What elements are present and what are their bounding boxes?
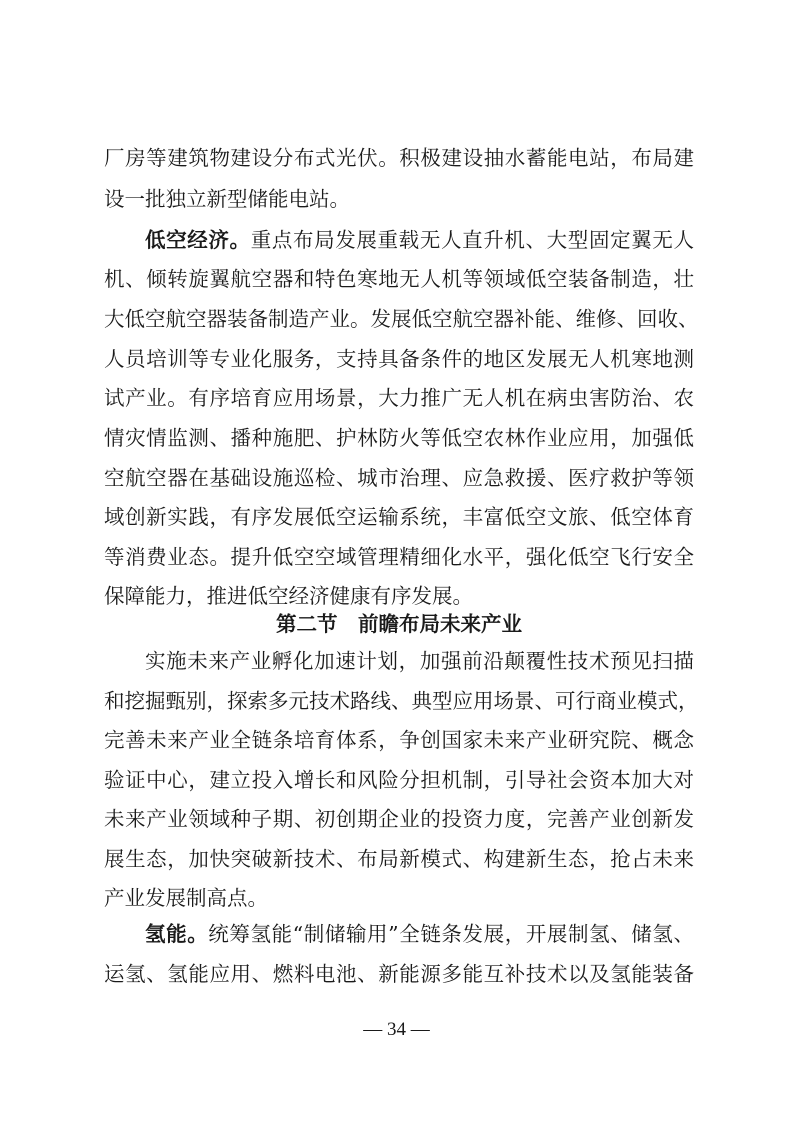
- text-line: 和挖掘甄别，探索多元技术路线、典型应用场景、可行商业模式，: [104, 689, 699, 713]
- paragraph-lead-heading: 氢能。: [145, 922, 209, 946]
- text-line: 设一批独立新型储能电站。: [104, 187, 350, 211]
- paragraph-first-line: 实施未来产业孵化加速计划，加强前沿颠覆性技术预见扫描: [145, 649, 694, 673]
- text-line: 展生态，加快突破新技术、布局新模式、构建新生态，抢占未来: [104, 847, 694, 871]
- text-line: 产业发展制高点。: [104, 886, 268, 910]
- text-span: 统筹氢能“制储输用”全链条发展，开展制氢、储氢、: [208, 922, 694, 946]
- text-line: 运氢、氢能应用、燃料电池、新能源多能互补技术以及氢能装备: [104, 962, 694, 986]
- text-line: 试产业。有序培育应用场景，大力推广无人机在病虫害防治、农: [104, 386, 694, 410]
- page-number: — 34 —: [363, 1019, 430, 1040]
- text-line: 等消费业态。提升低空空域管理精细化水平，强化低空飞行安全: [104, 545, 694, 569]
- text-line: 空航空器在基础设施巡检、城市治理、应急救援、医疗救护等领: [104, 466, 694, 490]
- text-line: 验证中心，建立投入增长和风险分担机制，引导社会资本加大对: [104, 768, 694, 792]
- text-line: 人员培训等专业化服务，支持具备条件的地区发展无人机寒地测: [104, 347, 694, 371]
- text-line: 大低空航空器装备制造产业。发展低空航空器补能、维修、回收、: [104, 307, 699, 331]
- paragraph-first-line: [145, 914, 694, 954]
- text-span: 重点布局发展重载无人直升机、大型固定翼无人: [250, 228, 695, 252]
- paragraph-lead-heading: 低空经济。: [145, 228, 251, 252]
- text-line: 域创新实践，有序发展低空运输系统，丰富低空文旅、低空体育: [104, 505, 694, 529]
- text-line: 未来产业领域种子期、初创期企业的投资力度，完善产业创新发: [104, 807, 694, 831]
- paragraph-first-line: [145, 220, 694, 260]
- text-line: 保障能力，推进低空经济健康有序发展。: [104, 584, 473, 608]
- text-line: 完善未来产业全链条培育体系，争创国家未来产业研究院、概念: [104, 728, 694, 752]
- section-heading: 第二节 前瞻布局未来产业: [276, 612, 522, 636]
- text-line: 机、倾转旋翼航空器和特色寒地无人机等领域低空装备制造，壮: [104, 267, 694, 291]
- text-line: 情灾情监测、播种施肥、护林防火等低空农林作业应用，加强低: [104, 426, 694, 450]
- text-line: 厂房等建筑物建设分布式光伏。积极建设抽水蓄能电站，布局建: [104, 146, 694, 170]
